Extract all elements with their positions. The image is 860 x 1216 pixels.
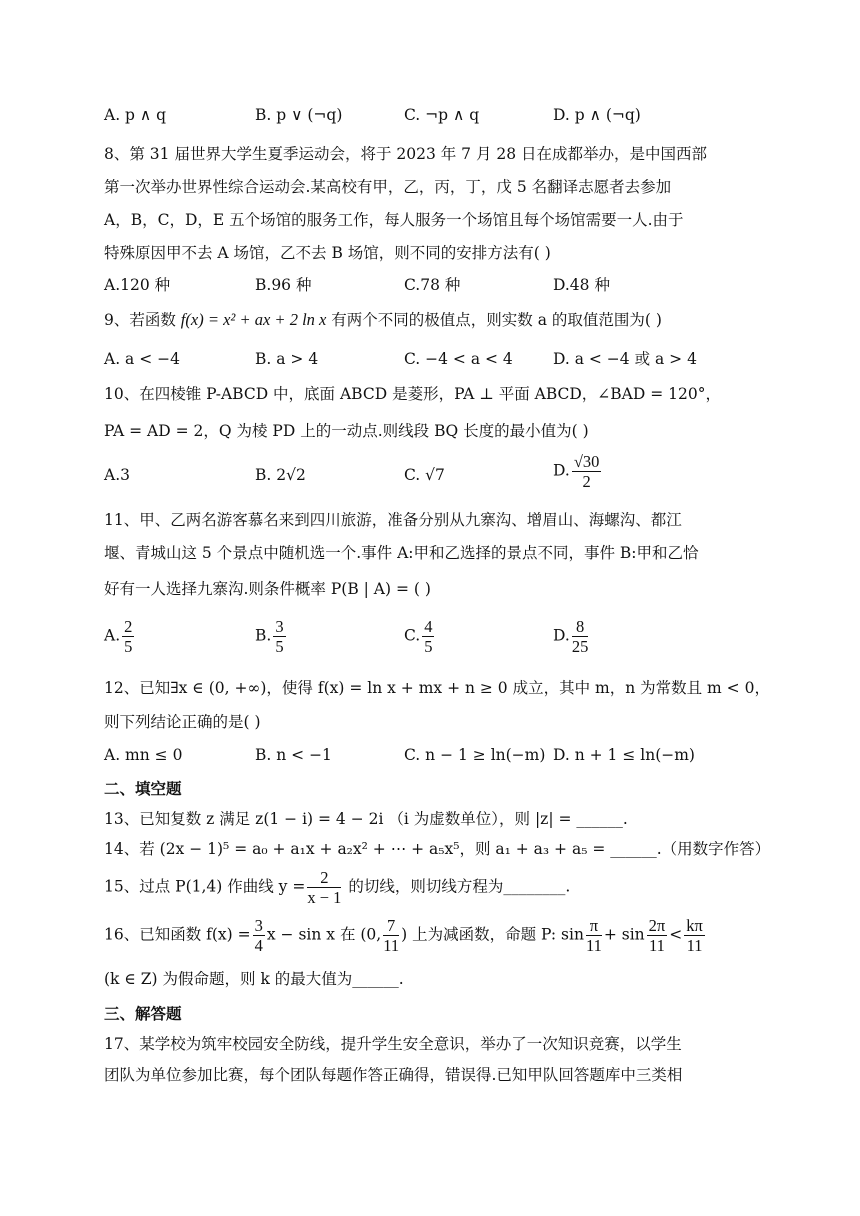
q17-line-2: 团队为单位参加比赛，每个团队每题作答正确得，错误得.已知甲队回答题库中三类相 bbox=[104, 1066, 683, 1084]
q8-option-c: C.78 种 bbox=[404, 276, 461, 294]
q12-option-c: C. n − 1 ≥ ln(−m) bbox=[404, 746, 546, 764]
q10-option-d: D. $\frac{√30}{2}$ bbox=[553, 452, 600, 491]
q10-line-2: PA = AD = 2，Q 为棱 PD 上的一动点.则线段 BQ 长度的最小值为( ) bbox=[104, 422, 589, 440]
q10-line-1: 10、在四棱锥 P-ABCD 中，底面 ABCD 是菱形，PA ⊥ 平面 ABCD，∠BAD = 120°， bbox=[104, 385, 721, 403]
q11-line-2: 堰、青城山这 5 个景点中随机选一个.事件 A:甲和乙选择的景点不同，事件 B:甲和乙恰 bbox=[104, 544, 699, 562]
q13-stem: 13、已知复数 z 满足 z(1 − i) = 4 − 2i （i 为虚数单位），则 |z| = ______. bbox=[104, 810, 628, 828]
q14-stem: 14、若 (2x − 1)⁵ = a₀ + a₁x + a₂x² + ⋯ + a₅x⁵，则 a₁ + a₃ + a₅ = ______.（用数字作答） bbox=[104, 840, 771, 858]
section-heading-fill-in: 二、填空题 bbox=[104, 779, 182, 798]
q7-option-d: D. p ∧ (¬q) bbox=[553, 106, 641, 124]
q12-option-b: B. n < −1 bbox=[255, 746, 332, 764]
q11-option-c: C. $\frac{4}{5}$ bbox=[404, 617, 433, 656]
q15-stem: 15、过点 P(1,4) 作曲线 y = $\frac{2}{x - 1}$ 的切线，则切线方程为________. bbox=[104, 868, 571, 907]
q16-line-2: (k ∈ Z) 为假命题，则 k 的最大值为______. bbox=[104, 970, 404, 988]
q9-option-b: B. a > 4 bbox=[255, 350, 319, 368]
q9-option-c: C. −4 < a < 4 bbox=[404, 350, 513, 368]
q9-option-a: A. a < −4 bbox=[104, 350, 180, 368]
q10-option-c: C. √7 bbox=[404, 466, 445, 484]
q11-option-d: D. $\frac{8}{25}$ bbox=[553, 617, 589, 656]
q8-line-1: 8、第 31 届世界大学生夏季运动会，将于 2023 年 7 月 28 日在成都举办，是中国西部 bbox=[104, 145, 708, 163]
section-heading-answers: 三、解答题 bbox=[104, 1004, 182, 1023]
q12-option-d: D. n + 1 ≤ ln(−m) bbox=[553, 746, 695, 764]
q8-option-b: B.96 种 bbox=[255, 276, 312, 294]
q8-line-3: A，B，C，D，E 五个场馆的服务工作，每人服务一个场馆且每个场馆需要一人.由于 bbox=[104, 211, 684, 229]
q17-line-1: 17、某学校为筑牢校园安全防线，提升学生安全意识，举办了一次知识竞赛，以学生 bbox=[104, 1035, 682, 1053]
q11-line-1: 11、甲、乙两名游客慕名来到四川旅游，准备分别从九寨沟、增眉山、海螺沟、都江 bbox=[104, 511, 682, 529]
q11-option-b: B. $\frac{3}{5}$ bbox=[255, 617, 284, 656]
q16-stem: 16、已知函数 f(x) = $\frac{3}{4}$ x − sin x 在 (0, $\frac{7}{11}$ ) 上为减函数，命题 P: sin $\frac{\pi}{11}$ + sin $\frac{2\pi}{11}$ < $\frac{k\pi}{11}$ bbox=[104, 916, 703, 955]
q8-option-d: D.48 种 bbox=[553, 276, 610, 294]
q7-option-a: A. p ∧ q bbox=[104, 106, 167, 124]
q11-option-a: A. $\frac{2}{5}$ bbox=[104, 617, 133, 656]
q7-option-c: C. ¬p ∧ q bbox=[404, 106, 480, 124]
q9-stem: 9、若函数 f(x) = x² + ax + 2 ln x 有两个不同的极值点，则实数 a 的取值范围为( ) bbox=[104, 310, 662, 329]
q8-line-4: 特殊原因甲不去 A 场馆，乙不去 B 场馆，则不同的安排方法有( ) bbox=[104, 244, 551, 262]
q10-option-a: A.3 bbox=[104, 466, 130, 484]
q8-line-2: 第一次举办世界性综合运动会.某高校有甲，乙，丙，丁，戊 5 名翻译志愿者去参加 bbox=[104, 178, 672, 196]
q12-line-2: 则下列结论正确的是( ) bbox=[104, 713, 261, 731]
q9-option-d: D. a < −4 或 a > 4 bbox=[553, 350, 697, 368]
q12-line-1: 12、已知∃x ∈ (0, +∞)，使得 f(x) = ln x + mx + n ≥ 0 成立，其中 m，n 为常数且 m < 0， bbox=[104, 679, 770, 697]
q11-line-3: 好有一人选择九寨沟.则条件概率 P(B | A) = ( ) bbox=[104, 580, 431, 598]
q12-option-a: A. mn ≤ 0 bbox=[104, 746, 183, 764]
q7-option-b: B. p ∨ (¬q) bbox=[255, 106, 343, 124]
q8-option-a: A.120 种 bbox=[104, 276, 171, 294]
q10-option-b: B. 2√2 bbox=[255, 466, 306, 484]
